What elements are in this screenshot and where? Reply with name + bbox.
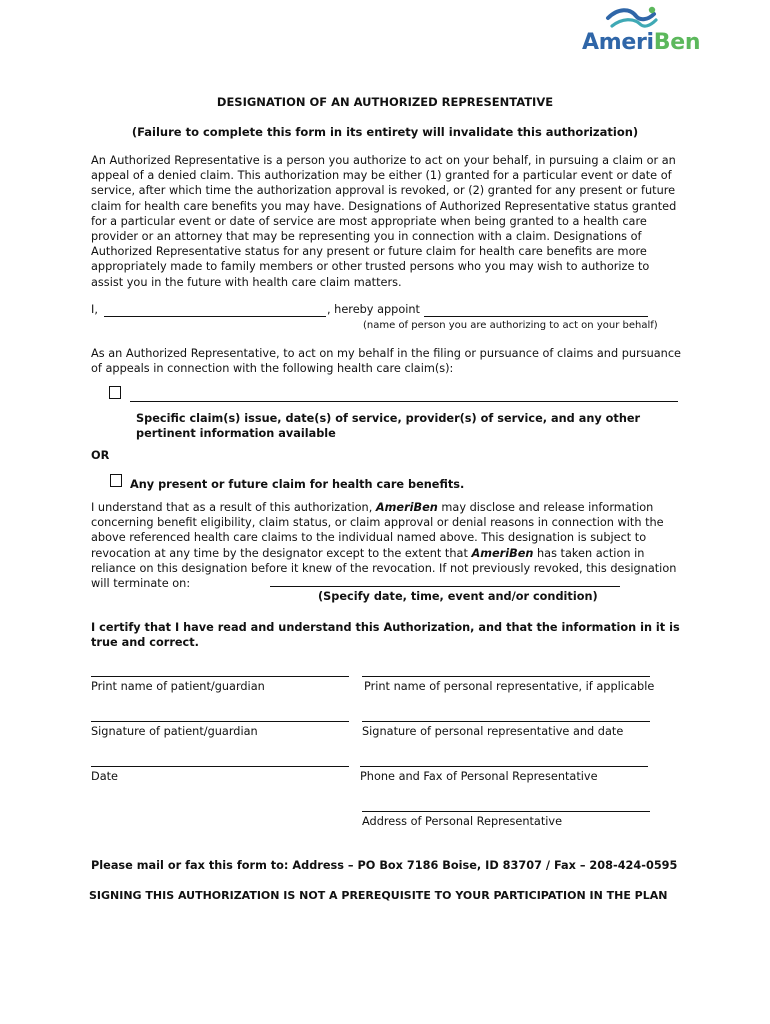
form-title: DESIGNATION OF AN AUTHORIZED REPRESENTATIVE <box>216 95 554 109</box>
brand-name-1: AmeriBen <box>375 501 438 514</box>
certify-statement: I certify that I have read and understand this Authorization, and that the information in it is true and correct. <box>91 621 680 650</box>
as-representative-paragraph: As an Authorized Representative, to act on my behalf in the filing or pursuance of claims and pursuance of appeals in connection with the following health care claim(s): <box>91 347 681 376</box>
termination-field[interactable] <box>270 586 620 587</box>
signature-rep-line[interactable] <box>362 721 650 722</box>
address-label: Address of Personal Representative <box>362 815 563 828</box>
appoint-caption: (name of person you are authorizing to act on your behalf) <box>363 320 658 331</box>
address-line[interactable] <box>362 811 650 812</box>
footer-notice: SIGNING THIS AUTHORIZATION IS NOT A PREREQUISITE TO YOUR PARTICIPATION IN THE PLAN <box>89 889 668 902</box>
specific-claims-checkbox[interactable] <box>109 386 121 399</box>
phone-fax-line[interactable] <box>360 766 648 767</box>
signature-rep-label: Signature of personal representative and date <box>362 725 624 738</box>
print-rep-label: Print name of personal representative, if applicable <box>364 680 655 693</box>
specific-claims-field[interactable] <box>130 401 678 402</box>
logo-word-ben: Ben <box>653 30 701 55</box>
termination-caption: (Specify date, time, event and/or condition) <box>318 590 598 603</box>
print-patient-label: Print name of patient/guardian <box>91 680 265 693</box>
understand-text-3: has taken action in reliance on this designation before it knew of the revocation. If not previously revoked, this designation will terminate on: <box>91 546 677 591</box>
intro-paragraph: An Authorized Representative is a person you authorize to act on your behalf, in pursuing a claim or an appeal of a denied claim. This authorization may be either (1) granted for a particular event or date of service, after which time the authorization approval is revoked, or (2) granted for any present or future claim for health care benefits you may have. Designations of Authorized Representative status granted for a particular event or date of service are most appropriate when being granted to a health care provider or an attorney that may be representing you in connection with a claim. Designations of Authorized Representative status for any present or future claim for health care benefits are more appropriately made to family members or other trusted persons who you may wish to authorize to assist you in the future with health care claim matters. <box>91 154 677 289</box>
print-patient-line[interactable] <box>91 676 349 677</box>
phone-fax-label: Phone and Fax of Personal Representative <box>360 770 598 783</box>
specific-claims-caption: Specific claim(s) issue, date(s) of service, provider(s) of service, and any other pertinent information available <box>136 412 641 441</box>
date-line[interactable] <box>91 766 349 767</box>
understand-text-2: may disclose and release information concerning benefit eligibility, claim status, or claim approval or denial reasons in connection with the above referenced health care claims to the individual named above. This designation is subject to revocation at any time by the designator except to the extent that <box>91 501 664 560</box>
appoint-prefix: I, <box>91 303 98 316</box>
appoint-hereby: , hereby appoint <box>327 303 420 316</box>
mail-instructions: Please mail or fax this form to: Address – PO Box 7186 Boise, ID 83707 / Fax – 208-424-0595 <box>91 859 678 872</box>
representative-name-field[interactable] <box>424 316 648 317</box>
company-logo <box>578 4 701 56</box>
understand-text-1: I understand that as a result of this authorization, <box>91 501 376 514</box>
signature-patient-line[interactable] <box>91 721 349 722</box>
logo-word-ameri: Ameri <box>582 30 654 55</box>
print-rep-line[interactable] <box>362 676 650 677</box>
form-subtitle: (Failure to complete this form in its entirety will invalidate this authorization) <box>131 125 639 139</box>
date-label: Date <box>91 770 119 783</box>
brand-name-2: AmeriBen <box>471 546 534 560</box>
or-label: OR <box>91 449 110 462</box>
any-claim-label: Any present or future claim for health care benefits. <box>130 478 465 491</box>
designator-name-field[interactable] <box>104 316 326 317</box>
understand-paragraph <box>91 500 681 591</box>
logo-wordmark <box>582 30 700 55</box>
any-claim-checkbox[interactable] <box>110 474 122 487</box>
signature-patient-label: Signature of patient/guardian <box>91 725 258 738</box>
